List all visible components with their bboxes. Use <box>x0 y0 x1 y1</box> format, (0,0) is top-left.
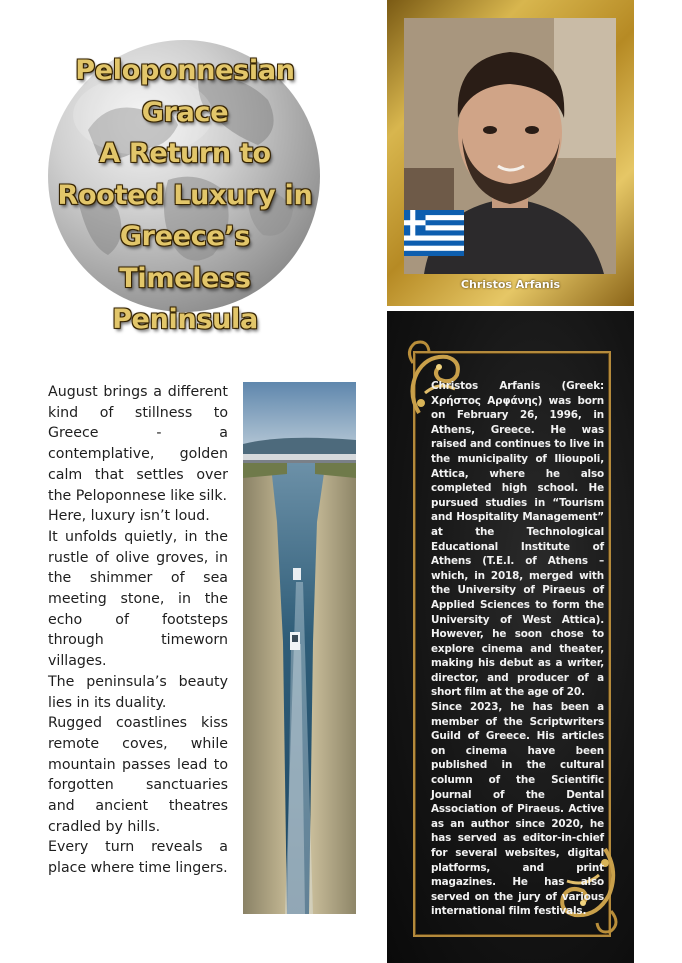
canal-photo <box>243 382 356 914</box>
article-paragraph: August brings a different kind of stillness to Greece - a contemplative, golden calm that settles over the Peloponnese like silk. <box>48 384 228 504</box>
bio-text <box>431 379 604 919</box>
article-paragraph: Every turn reveals a place where time lingers. <box>48 839 228 877</box>
title-line: A Return to <box>99 138 271 169</box>
title-line: Timeless <box>119 262 251 294</box>
greek-flag-icon <box>404 210 464 256</box>
title-line: Peninsula <box>112 304 258 335</box>
article-paragraph: It unfolds quietly, in the rustle of olive groves, in the shimmer of sea meeting stone, in the echo of footsteps through timeworn villages. <box>48 528 228 670</box>
article-paragraph: The peninsula’s beauty lies in its duality. <box>48 673 228 711</box>
portrait-photo <box>404 18 616 274</box>
title-line: Peloponnesian <box>75 55 295 86</box>
bio-paragraph: Christos Arfanis (Greek: Χρήστος Αρφάνης) was born on February 26, 1996, in Athens, Greece. He was raised and continues to live in the municipality of Ilioupoli, Attica, where he also completed high school. He pursued studies in “Tourism and Hospitality Management” at the Technological Educational Institute of Athens (T.E.I. of Athens – which, in 2018, merged with the University of Piraeus of Applied Sciences to form the University of West Attica). However, he soon chose to explore cinema and theater, making his debut as a writer, director, and producer of a short film at the age of 20. <box>431 380 604 699</box>
corinth-canal-illustration <box>243 382 356 914</box>
portrait-frame <box>387 0 634 306</box>
bio-paragraph: Since 2023, he has been a member of the Scriptwriters Guild of Greece. His articles on cinema have been published in the cultural column of the Scientific Journal of the Dental Association of Piraeus. Active as an author since 2020, he has served as editor-in-chief for several websites, digital platforms, and print magazines. He has also served on the jury of various international film festivals. <box>431 701 604 918</box>
bio-panel <box>387 311 634 963</box>
title-line: Rooted Luxury in <box>57 179 313 211</box>
title-line: Greece’s <box>119 221 251 252</box>
article-title <box>40 50 330 341</box>
article-body <box>48 382 228 879</box>
portrait-caption: Christos Arfanis <box>460 278 561 291</box>
title-line: Grace <box>141 96 229 128</box>
article-paragraph: Rugged coastlines kiss remote coves, while mountain passes lead to forgotten sanctuaries and ancient theatres cradled by hills. <box>48 715 228 835</box>
article-paragraph: Here, luxury isn’t loud. <box>48 508 210 525</box>
